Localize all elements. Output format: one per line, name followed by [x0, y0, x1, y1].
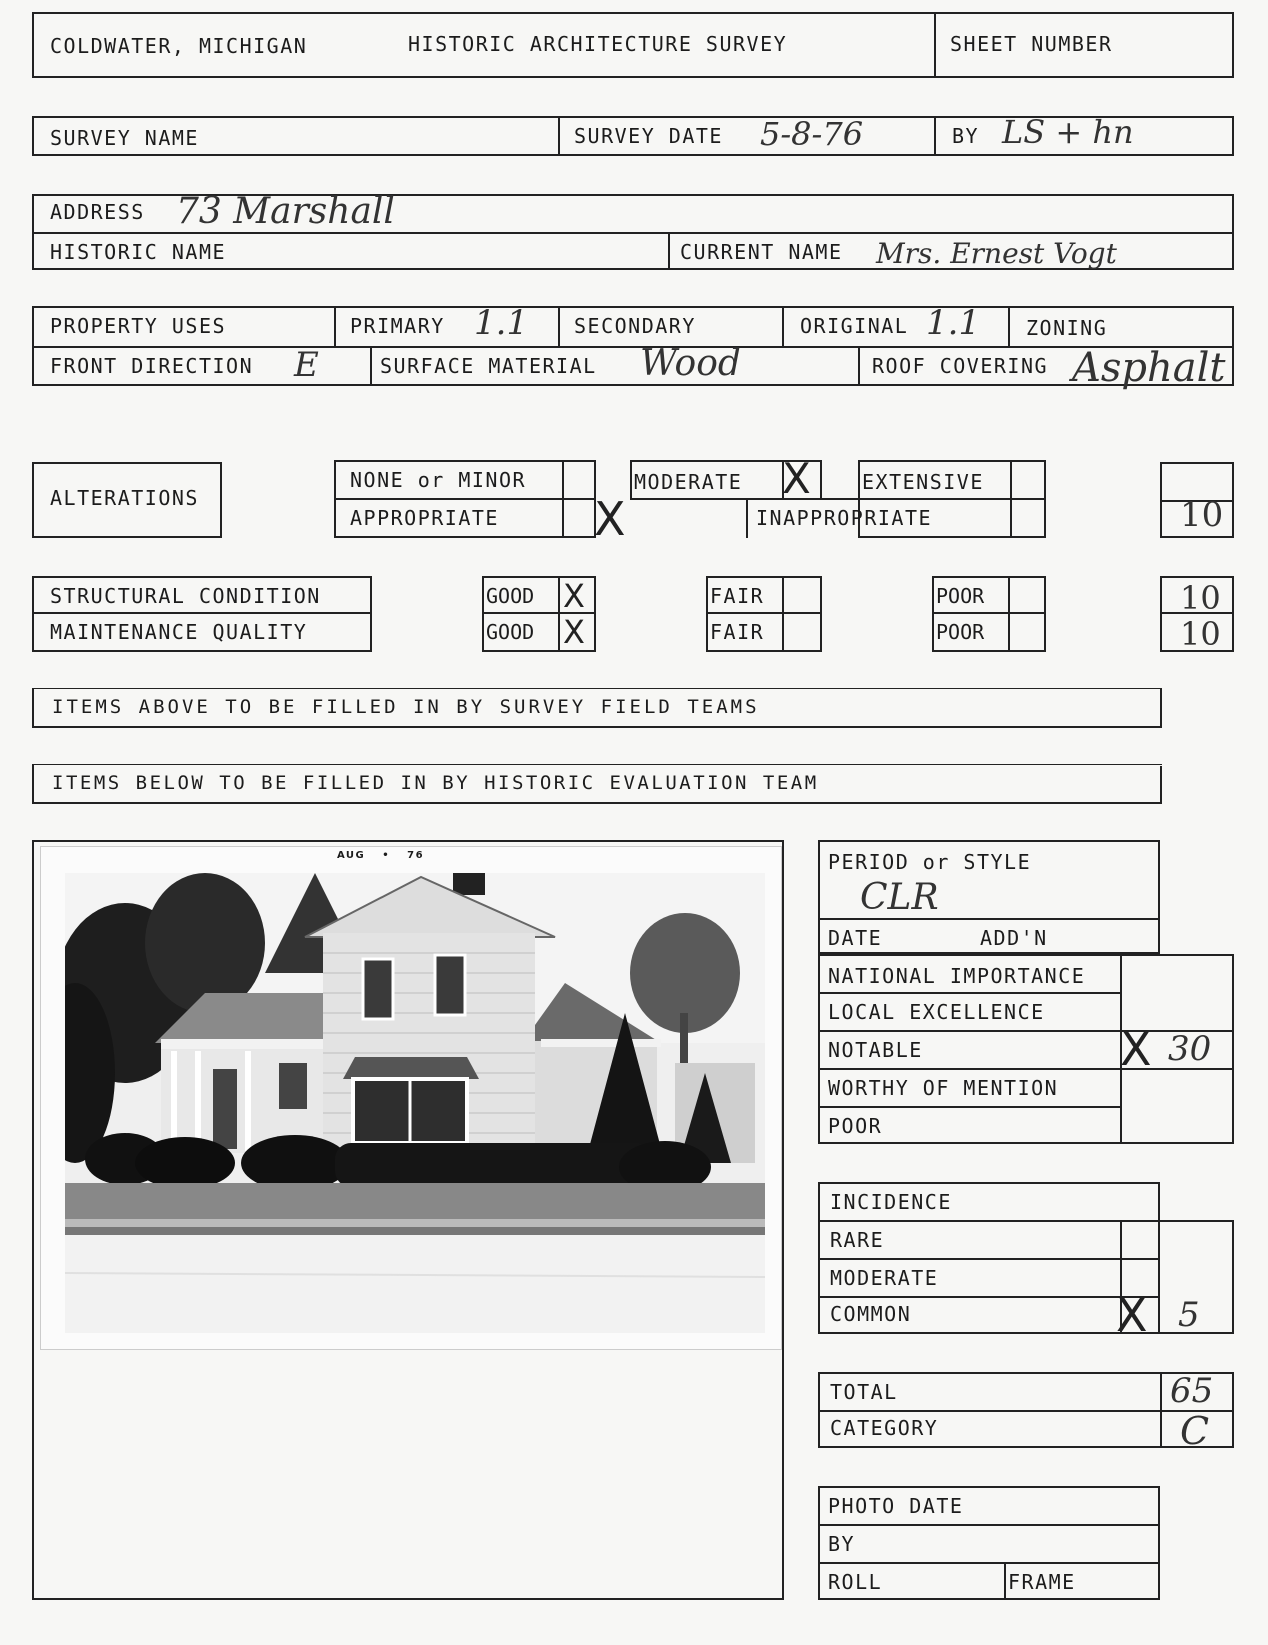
- alterations-score: 10: [1180, 495, 1224, 535]
- primary-value: 1.1: [474, 303, 529, 343]
- maintenance-good-mark: X: [563, 613, 585, 651]
- inappropriate-label: INAPPROPRIATE: [756, 506, 933, 530]
- appropriate-mark: X: [594, 492, 626, 546]
- date-label: DATE: [828, 926, 883, 950]
- frame-label: FRAME: [1008, 1570, 1076, 1594]
- maintenance-score: 10: [1180, 615, 1221, 653]
- photo-date-label: PHOTO DATE: [828, 1494, 964, 1518]
- period-style-value: CLR: [860, 877, 939, 918]
- original-value: 1.1: [926, 303, 981, 343]
- alterations-label: ALTERATIONS: [50, 486, 199, 510]
- house-image: [65, 873, 765, 1333]
- common-score: 5: [1178, 1295, 1200, 1335]
- structural-score: 10: [1180, 579, 1221, 617]
- original-label: ORIGINAL: [800, 314, 909, 338]
- primary-label: PRIMARY: [350, 314, 445, 338]
- addn-label: ADD'N: [980, 926, 1048, 950]
- total-value: 65: [1170, 1371, 1214, 1411]
- common-mark: X: [1116, 1288, 1148, 1342]
- worthy-of-mention-label: WORTHY OF MENTION: [828, 1076, 1059, 1100]
- address-value: 73 Marshall: [176, 191, 395, 232]
- category-label: CATEGORY: [830, 1416, 939, 1440]
- surface-material-value: Wood: [640, 343, 741, 384]
- total-label: TOTAL: [830, 1380, 898, 1404]
- moderate-label: MODERATE: [634, 470, 743, 494]
- survey-by-value: LS + hn: [1002, 113, 1134, 151]
- incidence-label: INCIDENCE: [830, 1190, 952, 1214]
- poor-label-1: POOR: [936, 584, 985, 608]
- none-or-minor-label: NONE or MINOR: [350, 468, 527, 492]
- maintenance-quality-label: MAINTENANCE QUALITY: [50, 620, 308, 644]
- house-photo: AUG • 76: [40, 846, 782, 1350]
- survey-date-label: SURVEY DATE: [574, 124, 723, 148]
- moderate-mark: X: [782, 454, 811, 503]
- category-value: C: [1180, 1409, 1210, 1453]
- local-excellence-label: LOCAL EXCELLENCE: [828, 1000, 1045, 1024]
- current-name-label: CURRENT NAME: [680, 240, 843, 264]
- notable-mark: X: [1120, 1022, 1152, 1076]
- historic-name-label: HISTORIC NAME: [50, 240, 227, 264]
- incidence-moderate-label: MODERATE: [830, 1266, 939, 1290]
- photo-by-label: BY: [828, 1532, 856, 1556]
- period-style-label: PERIOD or STYLE: [828, 850, 1032, 874]
- front-direction-value: E: [294, 345, 319, 385]
- good-label-1: GOOD: [486, 584, 535, 608]
- rare-label: RARE: [830, 1228, 885, 1252]
- national-importance-label: NATIONAL IMPORTANCE: [828, 964, 1086, 988]
- notable-label: NOTABLE: [828, 1038, 923, 1062]
- sheet-number-label: SHEET NUMBER: [950, 32, 1113, 56]
- good-label-2: GOOD: [486, 620, 535, 644]
- roof-covering-label: ROOF COVERING: [872, 354, 1049, 378]
- address-label: ADDRESS: [50, 200, 145, 224]
- notable-score: 30: [1168, 1029, 1212, 1069]
- items-above-note: ITEMS ABOVE TO BE FILLED IN BY SURVEY FIELD TEAMS: [52, 696, 760, 718]
- survey-name-label: SURVEY NAME: [50, 126, 199, 150]
- appropriate-label: APPROPRIATE: [350, 506, 499, 530]
- structural-good-mark: X: [563, 577, 585, 615]
- structural-condition-label: STRUCTURAL CONDITION: [50, 584, 321, 608]
- fair-label-2: FAIR: [710, 620, 765, 644]
- photo-stamp-year: 76: [407, 850, 425, 861]
- photo-stamp-month: AUG: [337, 850, 366, 861]
- survey-title: HISTORIC ARCHITECTURE SURVEY: [408, 32, 788, 56]
- importance-poor-label: POOR: [828, 1114, 883, 1138]
- extensive-label: EXTENSIVE: [862, 470, 984, 494]
- current-name-value: Mrs. Ernest Vogt: [876, 237, 1117, 270]
- fair-label-1: FAIR: [710, 584, 765, 608]
- secondary-label: SECONDARY: [574, 314, 696, 338]
- survey-by-label: BY: [952, 124, 980, 148]
- zoning-label: ZONING: [1026, 316, 1108, 340]
- surface-material-label: SURFACE MATERIAL: [380, 354, 597, 378]
- property-uses-label: PROPERTY USES: [50, 314, 227, 338]
- roll-label: ROLL: [828, 1570, 883, 1594]
- front-direction-label: FRONT DIRECTION: [50, 354, 254, 378]
- roof-covering-value: Asphalt: [1072, 345, 1226, 391]
- common-label: COMMON: [830, 1302, 912, 1326]
- city-label: COLDWATER, MICHIGAN: [50, 34, 308, 58]
- survey-date-value: 5-8-76: [760, 115, 864, 153]
- items-below-note: ITEMS BELOW TO BE FILLED IN BY HISTORIC EVALUATION TEAM: [52, 772, 819, 794]
- poor-label-2: POOR: [936, 620, 985, 644]
